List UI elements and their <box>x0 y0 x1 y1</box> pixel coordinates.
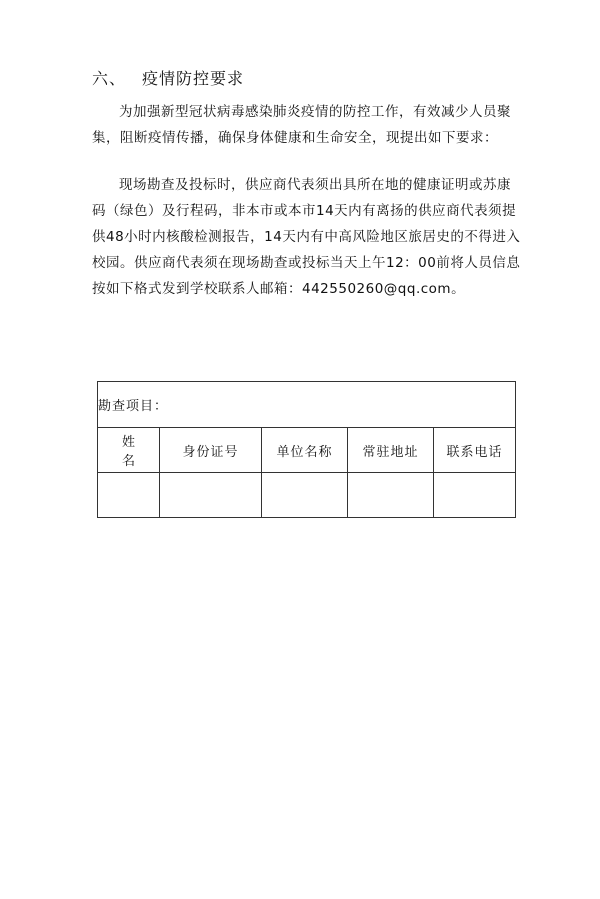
column-header-name: 姓名 <box>98 428 160 473</box>
paragraph-intro: 为加强新型冠状病毒感染肺炎疫情的防控工作，有效减少人员聚集，阻断疫情传播，确保身体健康和生命安全，现提出如下要求： <box>92 104 511 146</box>
table-cell <box>262 473 348 518</box>
column-header-address: 常驻地址 <box>348 428 434 473</box>
table-cell <box>348 473 434 518</box>
column-header-company: 单位名称 <box>262 428 348 473</box>
paragraph-requirements: 现场勘查及投标时，供应商代表须出具所在地的健康证明或苏康码（绿色）及行程码，非本市或本市14天内有离扬的供应商代表须提供48小时内核酸检测报告，14天内有中高风险地区旅居史的不得进入校园。供应商代表须在现场勘查或投标当天上午12：00前将人员信息按如下格式发到学校联系人邮箱：442550260@qq.com。 <box>92 177 521 297</box>
table-cell <box>434 473 516 518</box>
section-title: 疫情防控要求 <box>142 69 245 88</box>
table-title: 勘查项目： <box>98 382 516 428</box>
table-cell <box>160 473 262 518</box>
table-title-row <box>98 382 516 428</box>
table-row <box>98 473 516 518</box>
section-number: 六、 <box>92 69 127 88</box>
column-header-id-number: 身份证号 <box>160 428 262 473</box>
table-header-row <box>98 428 516 473</box>
survey-info-table <box>97 381 516 518</box>
table-cell <box>98 473 160 518</box>
section-heading <box>92 66 244 89</box>
column-header-phone: 联系电话 <box>434 428 516 473</box>
